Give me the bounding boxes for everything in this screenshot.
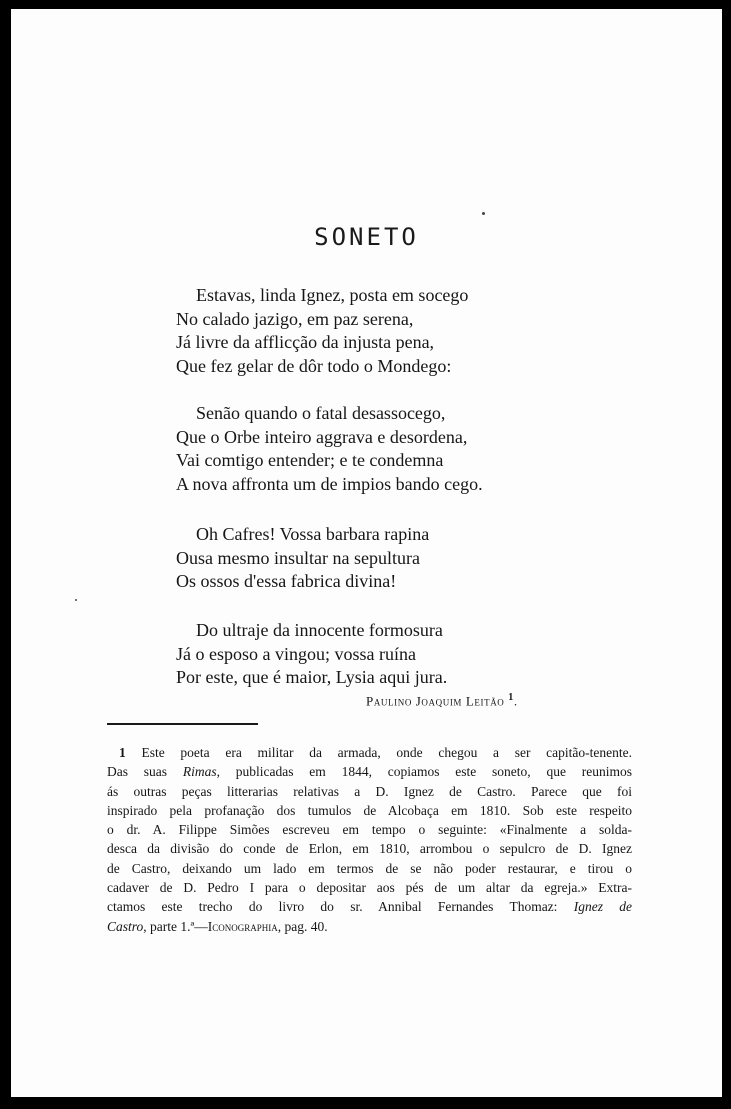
verse-line: A nova affronta um de impios bando cego. <box>176 473 483 494</box>
sonnet-title: SONETO <box>314 223 419 251</box>
verse-line: Estavas, linda Ignez, posta em socego <box>196 285 469 305</box>
footnote-line: 1 Este poeta era militar da armada, onde chegou a ser capitão-tenente. <box>119 745 632 760</box>
stanza-3 <box>176 523 596 594</box>
verse-line: Do ultraje da innocente formosura <box>196 620 443 640</box>
speck-mark <box>75 599 77 601</box>
footnote-reference: 1 <box>508 692 514 703</box>
footnote-line: Castro, parte 1.ª—Iconographia, pag. 40. <box>107 918 328 934</box>
verse-line: Que fez gelar de dôr todo o Mondego: <box>176 355 452 376</box>
footnote-line: de Castro, deixando um lado em termos de se não poder restaurar, e tirou o <box>107 860 632 876</box>
book-title: Ignez de <box>573 899 632 915</box>
footnote-line: o dr. A. Filippe Simões escreveu em tempo o seguinte: «Finalmente a solda- <box>107 822 632 838</box>
verse-line: Oh Cafres! Vossa barbara rapina <box>196 524 430 544</box>
verse-line: Já livre da afflicção da injusta pena, <box>176 332 435 352</box>
footnote-line: cadaver de D. Pedro I para o depositar aos pés de um altar da egreja.» Extra- <box>107 880 632 896</box>
author-period: . <box>513 693 518 709</box>
verse-line: Vai comtigo entender; e te condemna <box>176 450 444 470</box>
book-title: Castro <box>107 918 144 934</box>
footnote-line: ctamos este trecho do livro do sr. Annibal Fernandes Thomaz: Ignez de <box>107 899 632 915</box>
footnote-line: inspirado pela profanação dos tumulos de Alcobaça em 1810. Sob este respeito <box>107 802 632 818</box>
verse-line: Já o esposo a vingou; vossa ruína <box>176 643 416 664</box>
verse-line: Ousa mesmo insultar na sepultura <box>176 547 420 568</box>
verse-line: Que o Orbe inteiro aggrava e desordena, <box>176 426 468 447</box>
verse-line: Os ossos d'essa fabrica divina! <box>176 571 397 591</box>
footnote-rule <box>107 723 258 725</box>
footnote-line: ás outras peças litterarias relativas a D. Ignez de Castro. Parece que foi <box>107 783 632 799</box>
footnote-marker: 1 <box>119 745 126 760</box>
verse-line: Senão quando o fatal desassocego, <box>196 403 446 423</box>
footnote-line: desca da divisão do conde de Erlon, em 1810, arrombou o sepulcro de D. Ignez <box>107 841 632 857</box>
book-title: Rimas <box>182 764 217 780</box>
author-signature <box>366 692 518 709</box>
verse-line: Por este, que é maior, Lysia aqui jura. <box>176 667 448 687</box>
speck-mark <box>482 212 485 215</box>
stanza-1 <box>176 284 596 378</box>
footnote <box>107 743 632 936</box>
stanza-2 <box>176 402 596 496</box>
series-name: Iconographia <box>207 918 278 934</box>
footnote-line: Das suas Rimas, publicadas em 1844, copiamos este soneto, que reunimos <box>107 764 633 780</box>
author-name: Paulino Joaquim Leitão <box>366 693 505 709</box>
verse-line: No calado jazigo, em paz serena, <box>176 308 414 329</box>
stanza-4 <box>176 619 596 690</box>
page <box>11 9 722 1097</box>
